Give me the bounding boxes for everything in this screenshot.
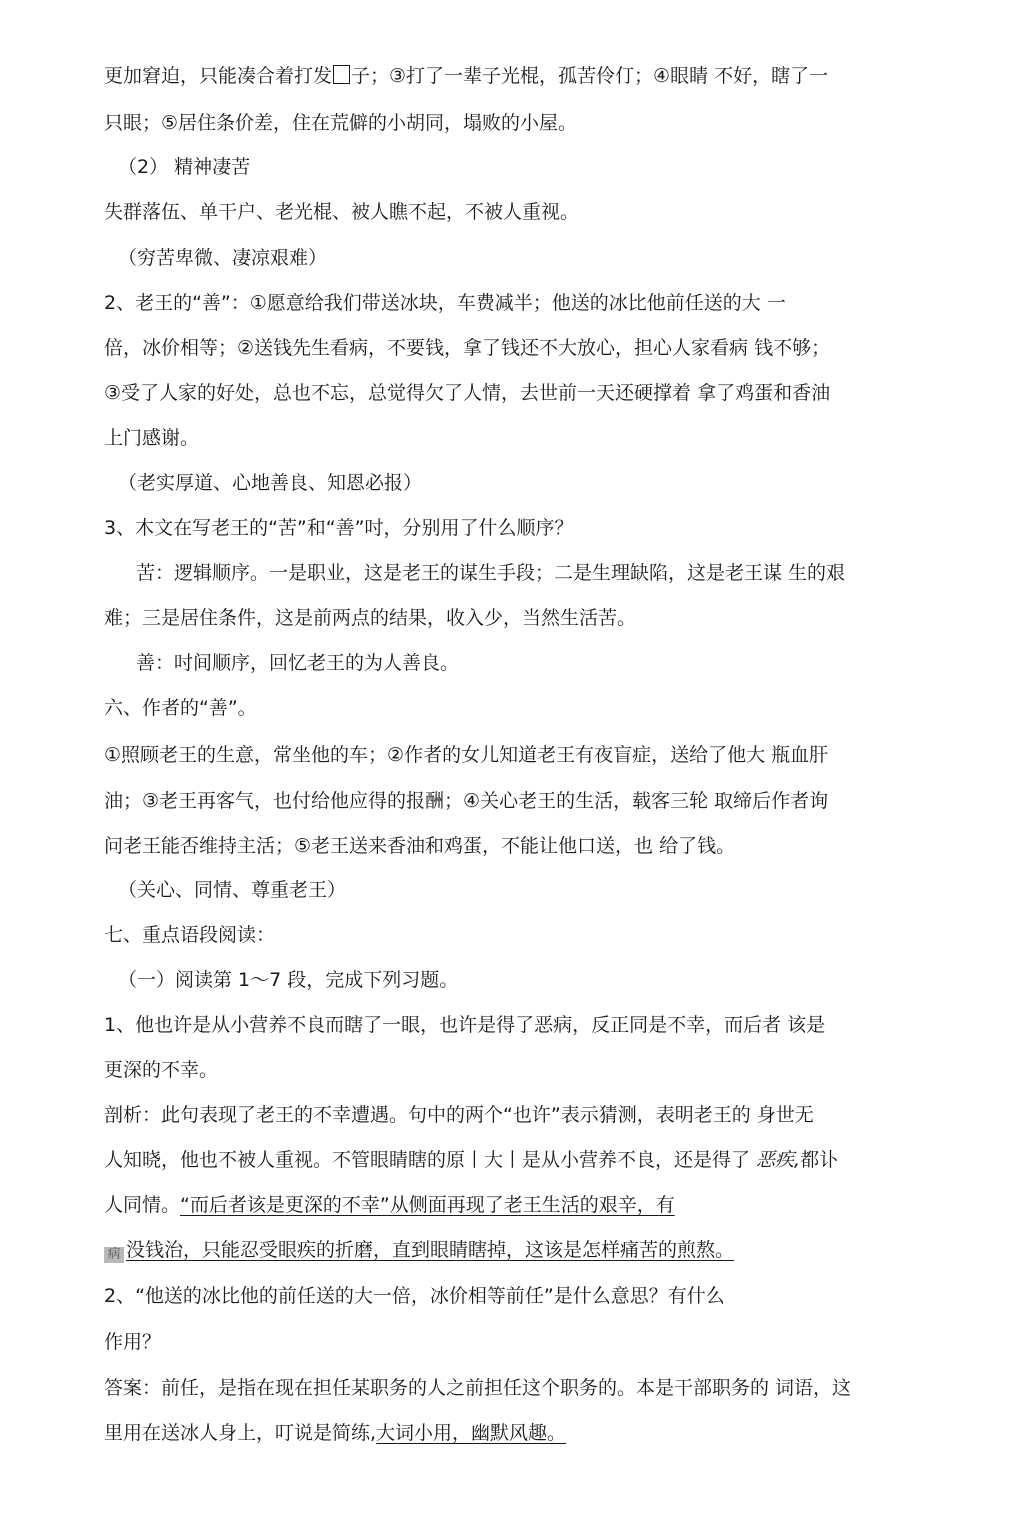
subsection-heading: （一）阅读第 1～7 段，完成下列习题。 xyxy=(118,969,459,991)
section-heading: （2） 精神凄苦 xyxy=(118,156,251,178)
faded-glyph: 病 xyxy=(104,1247,124,1263)
text-line: 病 没钱治，只能忍受眼疾的折磨，直到眼睛瞎掉，这该是怎样痛苦的煎熬。 xyxy=(104,1237,934,1263)
question-heading: 2、“他送的冰比他的前任送的大一倍，冰价相等前任”是什么意思？有什么 xyxy=(104,1285,725,1307)
text-line: 1、他也许是从小营养不良而瞎了一眼，也许是得了恶病，反正同是不幸，而后者 该是 xyxy=(104,1014,826,1036)
question-heading: 3、木文在写老王的“苦”和“善”吋，分别用了什么顺序？ xyxy=(104,517,574,539)
text-line: ①照顾老王的生意，常坐他的车；②作者的女儿知道老王有夜盲症，送给了他大 瓶血肝 xyxy=(104,744,829,766)
text-line: 人同情。“而后者该是更深的不幸”从侧面再现了老王生活的艰辛，有 xyxy=(104,1194,675,1216)
text-line: 失群落伍、单干户、老光棍、被人瞧不起，不被人重视。 xyxy=(104,201,580,223)
unrendered-glyph-box xyxy=(333,65,350,84)
answer-line: 答案：前任，是指在现在担任某职务的人之前担任这个职务的。本是干部职务的 词语，这 xyxy=(104,1377,852,1399)
text-line: 更加窘迫，只能凑合着打发 子；③打了一辈子光棍，孤苦伶仃；④眼睛 不好，瞎了一 xyxy=(104,65,829,87)
text-line: 苦：逻辑顺序。一是职业，这是老王的谋生手段；二是生理缺陷，这是老王谋 生的艰 xyxy=(136,562,846,584)
text-line: 问老王能否维持主活；⑤老王送来香油和鸡蛋，不能让他口送，也 给了钱。 xyxy=(104,835,736,857)
section-heading: 六、作者的“善”。 xyxy=(104,697,257,719)
text-line: 上门感谢。 xyxy=(104,427,200,449)
summary-note: （穷苦卑微、凄凉艰难） xyxy=(118,247,328,269)
summary-note: （老实厚道、心地善良、知恩必报） xyxy=(118,472,423,494)
text-line: 人知晓，他也不被人重视。不管眼睛瞎的原丨大丨是从小营养不良，还是得了 恶疾,都讣 xyxy=(104,1149,839,1171)
answer-line: 里用在送冰人身上，叮说是简练,大词小用，幽默风趣。 xyxy=(104,1422,567,1444)
text-line: 更深的不幸。 xyxy=(104,1059,219,1081)
text-line: 难；三是居住条件，这是前两点的结果，收入少，当然生活苦。 xyxy=(104,607,637,629)
text-line: 剖析：此句表现了老王的不幸遭遇。句中的两个“也许”表示猜测，表明老王的 身世无 xyxy=(104,1104,814,1126)
text-line: 倍，冰价相等；②送钱先生看病，不要钱，拿了钱还不大放心，担心人家看病 钱不够； xyxy=(104,337,831,359)
text-line: 只眼；⑤居住条价差，住在荒僻的小胡同，塌败的小屋。 xyxy=(104,112,578,134)
text-line: 2、老王的“善”：①愿意给我们带送冰块，车费减半；他送的冰比他前任送的大 一 xyxy=(104,292,786,314)
section-heading: 七、重点语段阅读： xyxy=(104,924,276,946)
text-line: ③受了人家的好处，总也不忘，总觉得欠了人情，去世前一天还硬撑着 拿了鸡蛋和香油 xyxy=(104,382,831,404)
text-line: 善：吋间顺序，回忆老王的为人善良。 xyxy=(136,652,460,674)
text-line: 作用？ xyxy=(104,1331,162,1353)
summary-note: （关心、同情、尊重老王） xyxy=(118,879,347,901)
text-line: 油；③老王再客气，也付给他应得的报酬；④关心老王的生活，载客三轮 取缔后作者询 xyxy=(104,790,829,812)
